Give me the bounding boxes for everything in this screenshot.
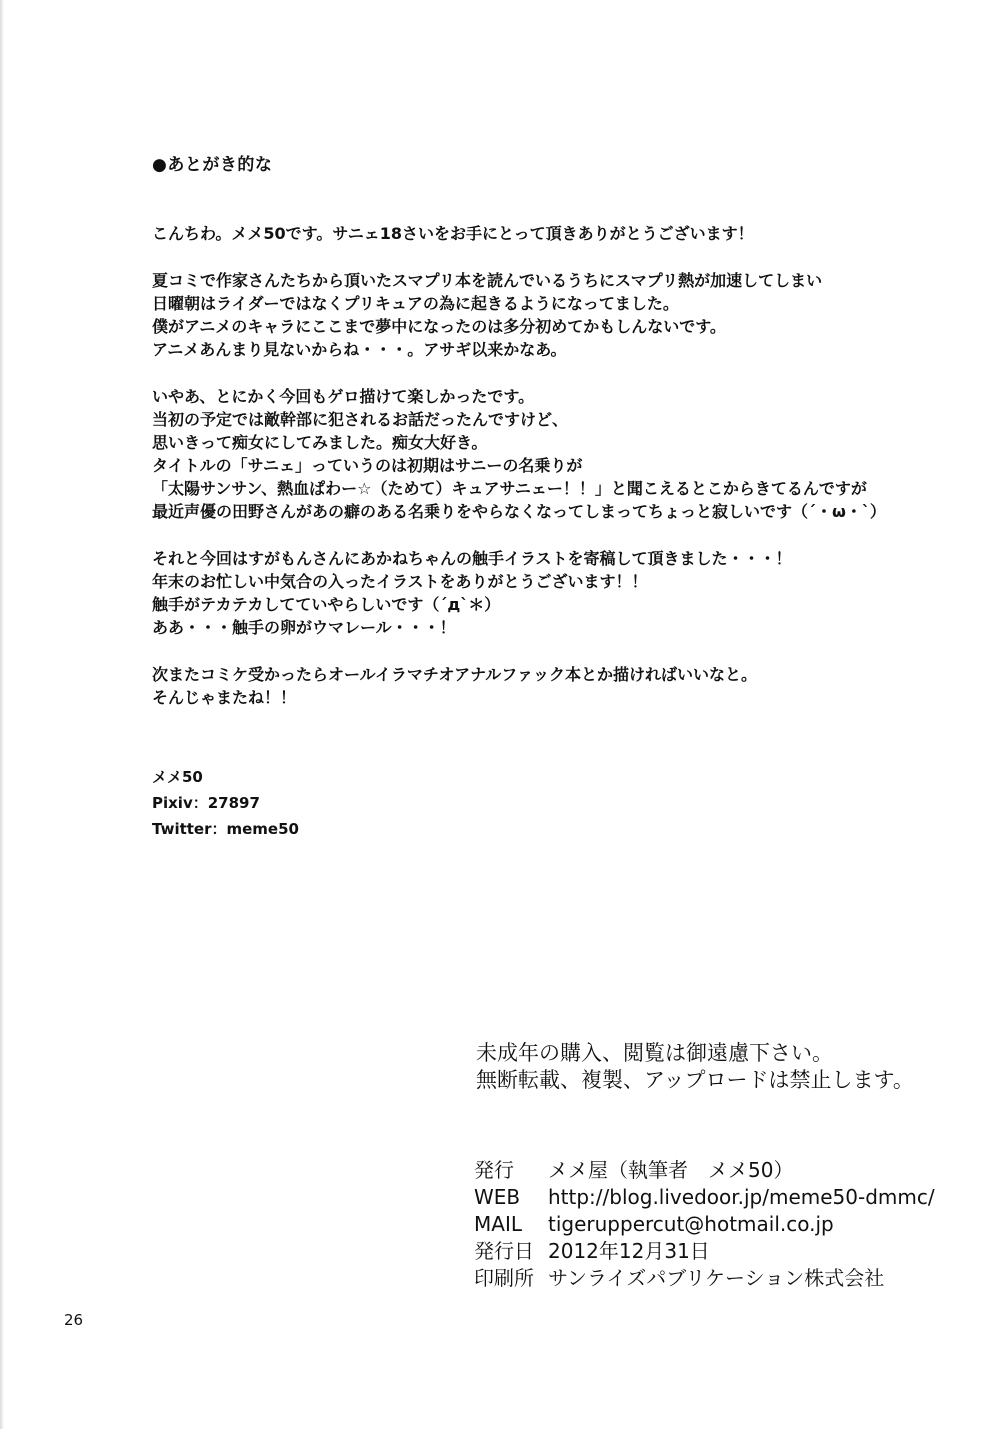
text-line: 「太陽サンサン、熱血ぱわー☆（ためて）キュアサニェー！！」と聞こえるとこからきてるんですが bbox=[152, 479, 867, 498]
notice-line: 未成年の購入、閲覧は御遠慮下さい。 bbox=[476, 1041, 833, 1065]
text-line: 日曜朝はライダーではなくプリキュアの為に起きるようになってました。 bbox=[152, 294, 679, 313]
text-line: 思いきって痴女にしてみました。痴女大好き。 bbox=[152, 433, 488, 452]
paragraph-story bbox=[152, 385, 972, 523]
colophon-label: 発行 bbox=[474, 1158, 514, 1182]
colophon-printer bbox=[474, 1265, 935, 1292]
printer-name: サンライズパブリケーション株式会社 bbox=[548, 1266, 885, 1290]
colophon-label: 印刷所 bbox=[474, 1266, 534, 1290]
text-line: 僕がアニメのキャラにここまで夢中になったのは多分初めてかもしんないです。 bbox=[152, 317, 726, 336]
text-line: こんちわ。メメ50です。サニェ18さいをお手にとって頂きありがとうございます！ bbox=[152, 224, 754, 243]
publish-date: 2012年12月31日 bbox=[548, 1239, 710, 1263]
page-edge bbox=[0, 0, 4, 1429]
colophon-value: メメ屋（執筆者 メメ50） bbox=[548, 1158, 794, 1182]
colophon bbox=[474, 1157, 935, 1292]
text-line: タイトルの「サニェ」っていうのは初期はサニーの名乗りが bbox=[152, 456, 583, 475]
text-line: 年末のお忙しい中気合の入ったイラストをありがとうございます！！ bbox=[152, 572, 648, 591]
website-url: http://blog.livedoor.jp/meme50-dmmc/ bbox=[548, 1185, 935, 1209]
notice-line: 無断転載、複製、アップロードは禁止します。 bbox=[476, 1068, 914, 1092]
paragraph-guest-illustration bbox=[152, 547, 972, 639]
text-line: いやあ、とにかく今回もゲロ描けて楽しかったです。 bbox=[152, 387, 535, 406]
text-line: 次またコミケ受かったらオールイラマチオアナルファック本とか描ければいいなと。 bbox=[152, 665, 757, 684]
text-line: ああ・・・触手の卵がウマレール・・・！ bbox=[152, 618, 456, 637]
paragraph-summer-comiket bbox=[152, 269, 972, 361]
author-signature bbox=[152, 764, 299, 842]
text-line: 触手がテカテカしてていやらしいです（´д`＊） bbox=[152, 595, 501, 614]
paragraph-closing bbox=[152, 663, 972, 709]
twitter-handle: Twitter：meme50 bbox=[152, 820, 299, 838]
colophon-date bbox=[474, 1238, 935, 1265]
colophon-publisher bbox=[474, 1157, 935, 1184]
text-line: それと今回はすがもんさんにあかねちゃんの触手イラストを寄稿して頂きました・・・！ bbox=[152, 549, 792, 568]
paragraph-greeting bbox=[152, 222, 972, 245]
author-name: メメ50 bbox=[152, 768, 203, 786]
colophon-label: 発行日 bbox=[474, 1239, 534, 1263]
pixiv-id: Pixiv：27897 bbox=[152, 794, 260, 812]
afterword-body bbox=[152, 222, 972, 733]
colophon-mail bbox=[474, 1211, 935, 1238]
email-address: tigeruppercut@hotmail.co.jp bbox=[548, 1212, 834, 1236]
colophon-web bbox=[474, 1184, 935, 1211]
text-line: そんじゃまたね！！ bbox=[152, 688, 297, 707]
age-restriction-notice bbox=[476, 1040, 914, 1094]
text-line: 最近声優の田野さんがあの癖のある名乗りをやらなくなってしまってちょっと寂しいです（´・ω・`） bbox=[152, 502, 886, 521]
afterword-heading: ●あとがき的な bbox=[152, 155, 273, 175]
page-number: 26 bbox=[64, 1311, 84, 1329]
text-line: 当初の予定では敵幹部に犯されるお話だったんですけど、 bbox=[152, 410, 569, 429]
text-line: 夏コミで作家さんたちから頂いたスマプリ本を読んでいるうちにスマプリ熱が加速してしまい bbox=[152, 271, 823, 290]
colophon-label: MAIL bbox=[474, 1212, 522, 1236]
colophon-label: WEB bbox=[474, 1185, 521, 1209]
text-line: アニメあんまり見ないからね・・・。アサギ以来かなあ。 bbox=[152, 340, 567, 359]
